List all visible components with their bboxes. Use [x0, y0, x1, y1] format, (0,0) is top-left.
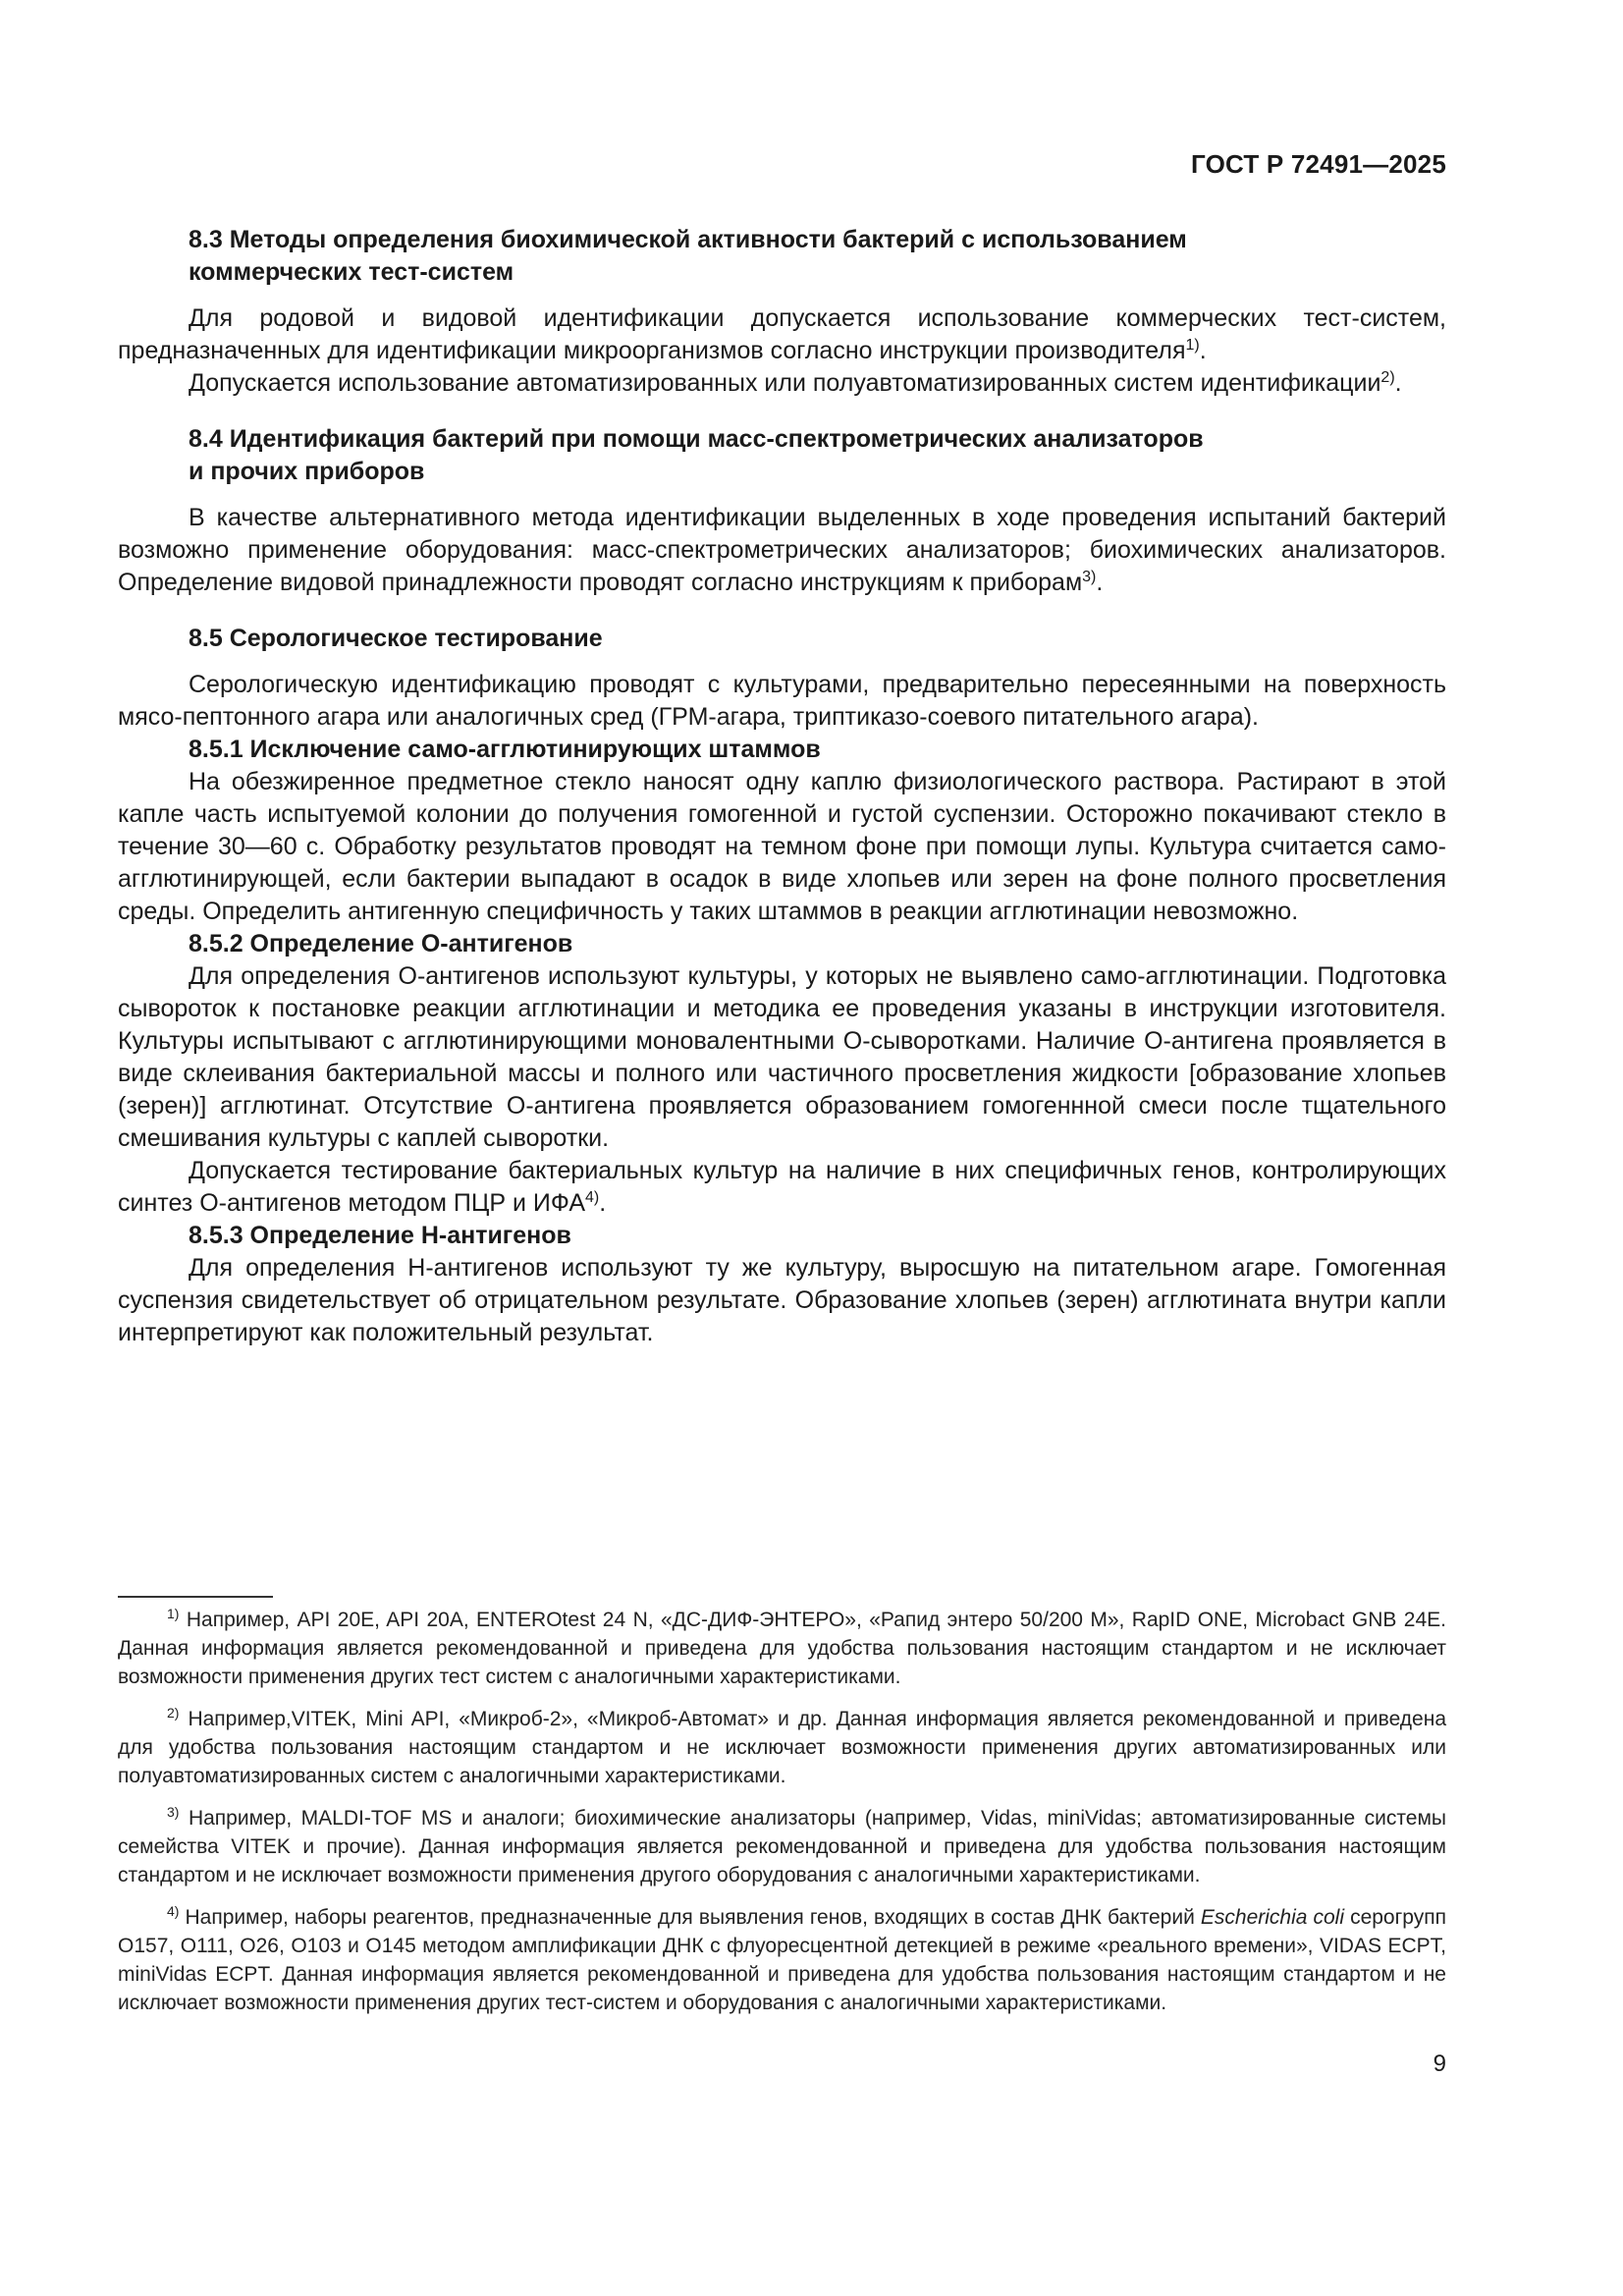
footnote-4 — [118, 1903, 1446, 2017]
paragraph: Для определения О-антигенов используют культуры, у которых не выявлено само-агглютинации. Подготовка сывороток к постановке реакции агглютинации и методика ее проведения указаны в инструкции изготовителя. Культуры испытывают с агглютинирующими моновалентными О-сыворотками. Наличие О-антигена проявляется в виде склеивания бактериальной массы и полного или частичного просветления жидкости [образование хлопьев (зерен)] агглютинат. Отсутствие О-антигена проявляется образованием гомогеннной смеси после тщательного смешивания культуры с каплей сыворотки. — [118, 962, 1446, 1152]
footnote-mark: 2) — [167, 1705, 180, 1721]
footnote-text: Например, наборы реагентов, предназначенные для выявления генов, входящих в состав ДНК бактерий — [185, 1906, 1195, 1929]
section-title-line: коммерческих тест-систем — [189, 258, 514, 286]
main-content — [118, 224, 1446, 1349]
paragraph-text: Для родовой и видовой идентификации допускается использование коммерческих тест-систем, предназначенных для идентификации микроорганизмов согласно инструкции производителя — [118, 304, 1446, 364]
punct: . — [1394, 369, 1402, 397]
section-8-5-1-title: 8.5.1 Исключение само-агглютинирующих штаммов — [189, 736, 821, 763]
paragraph-text: Допускается использование автоматизированных или полуавтоматизированных систем идентификации — [189, 369, 1381, 397]
section-8-5-2-title: 8.5.2 Определение О-антигенов — [189, 930, 573, 957]
paragraph: Для определения Н-антигенов используют ту же культуру, выросшую на питательном агаре. Гомогенная суспензия свидетельствует об отрицательном результате. Образование хлопьев (зерен) агглютината внутри капли интерпретируют как положительный результат. — [118, 1254, 1446, 1346]
footnote-ref: 1) — [1185, 337, 1200, 354]
footnote-mark: 4) — [167, 1903, 180, 1919]
footnote-ref: 3) — [1082, 569, 1097, 585]
footnote-1 — [118, 1606, 1446, 1691]
paragraph: На обезжиренное предметное стекло наносят одну каплю физиологического раствора. Растирают в этой капле часть испытуемой колонии до получения гомогенной и густой суспензии. Осторожно покачивают стекло в течение 30—60 с. Обработку результатов проводят на темном фоне при помощи лупы. Культура считается само-агглютинирующей, если бактерии выпадают в осадок в виде хлопьев или зерен на фоне полного просветления среды. Определить антигенную специфичность у таких штаммов в реакции агглютинации невозможно. — [118, 768, 1446, 925]
punct: . — [1096, 569, 1104, 596]
section-8-4-title — [118, 423, 1446, 488]
section-8-5-title: 8.5 Серологическое тестирование — [189, 625, 603, 652]
footnote-text: Например, MALDI-TOF MS и аналоги; биохимические анализаторы (например, Vidas, miniVidas; автоматизированные системы семейства VITEK и прочие). Данная информация является рекомендованной и приведена для удобства пользования настоящим стандартом и не исключает возможности применения другого оборудования с аналогичными характеристиками. — [118, 1807, 1446, 1886]
punct: . — [599, 1189, 607, 1217]
footnote-text: серогрупп О157, О111, О26, О103 и О145 методом амплификации ДНК с флуоресцентной детекцией в режиме «реального времени», VIDAS ECPT, miniVidas ECPT. Данная информация является рекомендованной и приведена для удобства пользования настоящим стандартом и не исключает возможности применения других тест-систем и оборудования с аналогичными характеристиками. — [118, 1906, 1446, 2014]
footnote-ref: 4) — [585, 1189, 600, 1206]
footnote-3 — [118, 1804, 1446, 1889]
section-title-line: и прочих приборов — [189, 458, 425, 485]
section-title-line: 8.4 Идентификация бактерий при помощи масс-спектрометрических анализаторов — [189, 425, 1204, 453]
paragraph — [118, 1155, 1446, 1220]
footnotes — [118, 1596, 1446, 2031]
punct: . — [1199, 337, 1207, 364]
section-8-5-3-title: 8.5.3 Определение Н-антигенов — [189, 1222, 571, 1249]
page-number: 9 — [1433, 2050, 1446, 2077]
document-code: ГОСТ Р 72491—2025 — [1191, 149, 1446, 179]
footnote-ref: 2) — [1380, 369, 1395, 386]
paragraph-text: В качестве альтернативного метода идентификации выделенных в ходе проведения испытаний бактерий возможно применение оборудования: масс-спектрометрических анализаторов; биохимических анализаторов. Определение видовой принадлежности проводят согласно инструкциям к приборам — [118, 504, 1446, 596]
paragraph — [118, 367, 1446, 400]
section-title-line: 8.3 Методы определения биохимической активности бактерий с использованием — [189, 226, 1187, 253]
footnote-divider — [118, 1596, 273, 1598]
paragraph: Серологическую идентификацию проводят с культурами, предварительно пересеянными на поверхность мясо-пептонного агара или аналогичных сред (ГРМ-агара, триптиказо-соевого питательного агара). — [118, 671, 1446, 731]
section-8-3-title — [118, 224, 1446, 289]
paragraph-text: Допускается тестирование бактериальных культур на наличие в них специфичных генов, контролирующих синтез О-антигенов методом ПЦР и ИФА — [118, 1157, 1446, 1217]
footnote-2 — [118, 1705, 1446, 1790]
footnote-mark: 3) — [167, 1804, 180, 1820]
footnote-text: Например,VITEK, Mini API, «Микроб-2», «Микроб-Автомат» и др. Данная информация является рекомендованной и приведена для удобства пользования настоящим стандартом и не исключает возможности применения других автоматизированных или полуавтоматизированных систем с аналогичными характеристиками. — [118, 1708, 1446, 1787]
footnote-text: Например, API 20E, API 20A, ENTEROtest 24 N, «ДС-ДИФ-ЭНТЕРО», «Рапид энтеро 50/200 М», RapID ONE, Microbact GNB 24E. Данная информация является рекомендованной и приведена для удобства пользования настоящим стандартом и не исключает возможности применения других тест систем с аналогичными характеристиками. — [118, 1609, 1446, 1688]
footnote-mark: 1) — [167, 1606, 180, 1621]
paragraph — [118, 302, 1446, 367]
paragraph — [118, 502, 1446, 599]
species-name: Escherichia coli — [1200, 1906, 1345, 1929]
